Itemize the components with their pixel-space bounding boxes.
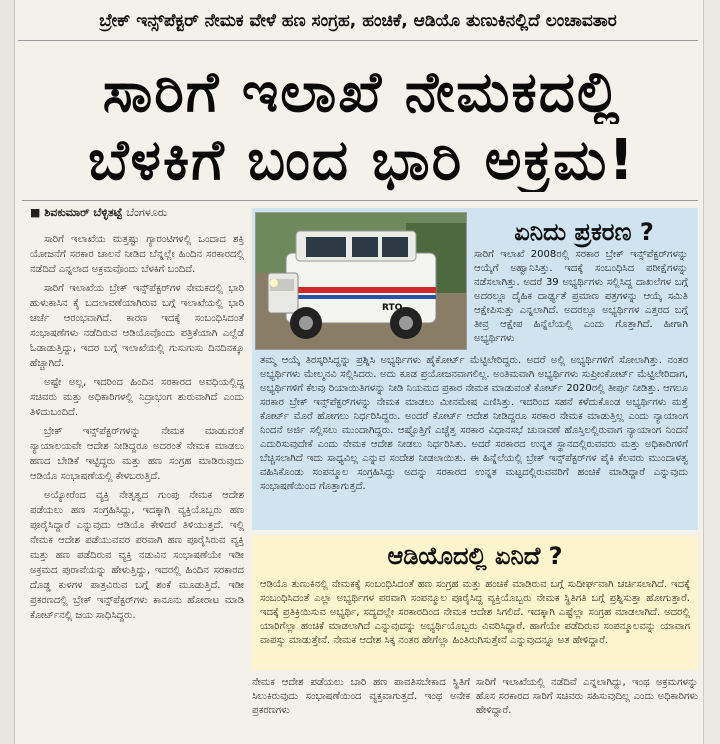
what-is-in-audio-box bbox=[252, 536, 698, 670]
box-body-top: ಸಾರಿಗೆ ಇಲಾಖೆ 2008ರಲ್ಲಿ ಸರಕಾರ ಬ್ರೇಕ್ ಇನ್ಸ್‌ಪೆಕ್ಟರ್‌ಗಳನ್ನು ಆಯ್ಕೆಗೆ ಅಹ್ವಾನಿಸಿತ್ತು. ಇದಕ್ಕೆ ಸಂಬಂಧಿಸಿದ ಪರೀಕ್ಷೆಗಳನ್ನು ನಡೆಸಲಾಗಿತ್ತು. ಅದರೆ 39 ಅಭ್ಯರ್ಥಿಗಳು ಸಲ್ಲಿಸಿದ್ದ ದಾಖಲೆಗಳ ಬಗ್ಗೆ ಅದರಲ್ಲೂ ದೈಹಿಕ ದಾರ್ಢ್ಯತೆ ಪ್ರಮಾಣ ಪತ್ರಗಳನ್ನು ಆಯ್ಕೆ ಸಮಿತಿ ಆಕ್ಷೇಪಿಸುತ್ತು ಎನ್ನಲಾಗಿದೆ. ಅದರಲ್ಲೂ ಅಭ್ಯರ್ಥಿಗಳ ಎತ್ತರದ ಬಗ್ಗೆ ತೀವ್ರ ಆಕ್ಷೇಪ ಹಿನ್ನೆಲೆಯಲ್ಲಿ ಎಂದು ಗೊತ್ತಾಗಿದೆ. ಹೀಗಾಗಿ ಅಭ್ಯರ್ಥಿಗಳು bbox=[474, 249, 688, 344]
rto-label: RTO bbox=[382, 303, 403, 313]
article-paragraph: ಅಯ್ಯೋರೆಂದ ವ್ಯಕ್ತಿ ನೇತೃತ್ವದ ಗುಂಪು ನೇಮಕ ಆದೇಶ ಪಡೆಯಲು ಹಣ ಸಂಗ್ರಹಿಸಿದ್ದು, ಇದಕ್ಕಾಗಿ ವ್ಯಕ್ತಿಯೊಬ್ಬರು ಹಣ ಪೂರೈಸಿದ್ದಾರೆ ಎನ್ನುವುದು ಆಡಿಯೊ ಕೇಳಿದರೆ ತಿಳಿಯುತ್ತದೆ. ಇಲ್ಲಿ ನೇಮಕ ಆದೇಶ ಪಡೆಯುವವರ ಪರವಾಗಿ ಹಣ ಪೂರೈಸಿರುವ ವ್ಯಕ್ತಿ ಮತ್ತು ಹಣ ಪಡೆದಿರುವ ವ್ಯಕ್ತಿ ನಡುವಿನ ಸಂಭಾಷಣೆಯೇ ಇಡೀ ಅಕ್ರಮದ ಪುರಾವೆಯನ್ನು ಹೇಳುತ್ತಿದ್ದು, ಇದರಲ್ಲಿ ಹಿಂದಿನ ಸರಕಾರದ ದೊಡ್ಡ ಕುಳಗಳ ಪಾತ್ರವಿರುವ ಬಗ್ಗೆ ಶಂಕೆ ಮೂಡುತ್ತಿದೆ. ಇಡೀ ಪ್ರಕರಣದಲ್ಲಿ ಬ್ರೇಕ್ ಇನ್ಸ್‌ಪೆಕ್ಟರ್‌ಗಳು ಕಾನೂನು ಹೋರಾಟ ಮಾಡಿ ಕೋರ್ಟ್‌ನಲ್ಲಿ ಜಯ ಸಾಧಿಸಿದ್ದರು. bbox=[30, 490, 244, 621]
divider-under-headline bbox=[22, 200, 698, 201]
box-body-full: ತಮ್ಮ ಆಯ್ಕೆ ತಿರಸ್ಕರಿಸಿದ್ದನ್ನು ಪ್ರಶ್ನಿಸಿ ಅಭ್ಯರ್ಥಿಗಳು ಹೈಕೋರ್ಟ್ ಮೆಟ್ಟಿಲೇರಿದ್ದರು. ಅದರೆ ಅಲ್ಲಿ ಅಭ್ಯರ್ಥಿಗಳಿಗೆ ಸೋಲಾಗಿತ್ತು. ನಂತರ ಅಭ್ಯರ್ಥಿಗಳು ಮೇಲ್ಮನವಿ ಸಲ್ಲಿಸಿದರು. ಅದು ಕೂಡ ಪ್ರಯೋಜನವಾಗಲಿಲ್ಲ. ಅಂತಿಮವಾಗಿ ಅಭ್ಯರ್ಥಿಗಳು ಸುಪ್ರೀಂಕೋರ್ಟ್ ಮೆಟ್ಟಿಲೇರಿದಾಗ, ಅಭ್ಯರ್ಥಿಗಳಿಗೆ ಕೆಲವು ರಿಯಾಯಿತಿಗಳನ್ನು ನೀಡಿ ನಿಯಮದ ಪ್ರಕಾರ ನೇಮಕ ಮಾಡುವಂತೆ ಕೋರ್ಟ್ 2020ರಲ್ಲಿ ತೀರ್ಪು ನೀಡಿತ್ತು. ಆಗಲೂ ಸರಕಾರ ಬ್ರೇಕ್ ಇನ್ಸ್‌ಪೆಕ್ಟರ್‌ಗಳನ್ನು ನೇಮಕ ಮಾಡಲು ಮೀನಮೇಷ ಎಣಿಸಿತ್ತು. ಇದರಿಂದ ಸಹನೆ ಕಳೆದುಕೊಂಡ ಅಭ್ಯರ್ಥಿಗಳು ಮತ್ತೆ ಕೋರ್ಟ್ ಮೊರೆ ಹೋಗಲು ನಿರ್ಧರಿಸಿದ್ದರು. ಅಂದರೆ ಕೋರ್ಟ್ ಆದೇಶ ನೀಡಿದ್ದರೂ ಸರಕಾರ ನೇಮಕ ಮಾಡುತ್ತಿಲ್ಲ ಎಂದು ನ್ಯಾಯಾಂಗ ನಿಂದನೆ ಅರ್ಜಿ ಸಲ್ಲಿಸಲು ಮುಂದಾಗಿದ್ದರು. ಆಷ್ಟೊತ್ತಿಗೆ ಎಚ್ಚೆತ್ತ ಸರಕಾರ ವಿಧಾನಸಭೆ ಚುನಾವಣೆ ಹೊಸ್ತಿಲಲ್ಲಿರುವಾಗ ನ್ಯಾಯಾಂಗ ನಿಂದನೆ ಎದುರಿಸುವುದೇಕೆ ಎಂದು ನೇಮಕ ಆದೇಶ ನೀಡಲು ನಿರ್ಧರಿಸಿತು. ಅದರೆ ಸರಕಾರದ ಉನ್ನತ ಸ್ಥಾನದಲ್ಲಿರುವವರು ಮತ್ತು ಅಧಿಕಾರಿಗಳಿಗೆ ಬೆಚ್ಚಿಸಲಾಗಿದೆ ಇದು ಸಾಧ್ಯವಿಲ್ಲ ಎನ್ನುವ ಸಂದೇಶ ನೀಡಲಾಯಿತು. ಈ ಹಿನ್ನೆಲೆಯಲ್ಲಿ ಬ್ರೇಕ್ ಇನ್ಸ್‌ಪೆಕ್ಟರ್‌ಗಳ ಪೈಕಿ ಕೆಲವರು ಮುಂದಾಳತ್ವ ವಹಿಸಿಕೊಂಡು ಸಂಪನ್ಮೂಲ ಸಂಗ್ರಹಿಸಿದ್ದು ಅದನ್ನು ಸರಕಾರದ ಉನ್ನತ ಮಟ್ಟದಲ್ಲಿರುವವರಿಗೆ ಹಂಚಿಕೆ ಮಾಡಿದ್ದಾರೆ ಎನ್ನುವುದು ಸಂಭಾಷಣೆಯಿಂದ ಗೊತ್ತಾಗುತ್ತದೆ. bbox=[260, 355, 688, 492]
rto-vehicle-photo bbox=[255, 212, 467, 350]
headline-line-1: ಸಾರಿಗೆ ಇಲಾಖೆ ನೇಮಕದಲ್ಲಿ bbox=[102, 62, 622, 124]
left-page-edge bbox=[0, 0, 15, 744]
right-page-edge bbox=[703, 0, 720, 744]
box-title: ಆಡಿಯೊದಲ್ಲಿ ಏನಿದೆ ? bbox=[387, 542, 563, 570]
box-body: ಆಡಿಯೊ ತುಣುಕಿನಲ್ಲಿ ನೇಮಕಕ್ಕೆ ಸಂಬಂಧಿಸಿದಂತೆ ಹಣ ಸಂಗ್ರಹ ಮತ್ತು ಹಂಚಿಕೆ ಮಾಡಿರುವ ಬಗ್ಗೆ ಸುದೀರ್ಘವಾಗಿ ಚರ್ಚಿಸಲಾಗಿದೆ. ಇದಕ್ಕೆ ಸಂಬಂಧಿಸಿದಂತೆ ಎಲ್ಲಾ ಅಭ್ಯರ್ಥಿಗಳ ಪರವಾಗಿ ಸಂಪನ್ಮೂಲ ಪೂರೈಸಿದ್ದ ವ್ಯಕ್ತಿಯೊಬ್ಬರು ನೇಮಕ ಸ್ಥಿತಿಗತಿ ಬಗ್ಗೆ ಪ್ರಶ್ನಿಸುತ್ತಾ ಹೋಗುತ್ತಾರೆ. ಇದಕ್ಕೆ ಪ್ರತಿಕ್ರಿಯಿಸುವ ಅಭ್ಯರ್ಥಿ, ಸದ್ಯದಲ್ಲೇ ಸರಕಾರದಿಂದ ನೇಮಕ ಆದೇಶ ಸಿಗಲಿದೆ. ಇದಕ್ಕಾಗಿ ಎಷ್ಟೆಲ್ಲಾ ಸಂಗ್ರಹ ಮಾಡಲಾಗಿದೆ. ಅದರಲ್ಲಿ ಯಾರಿಗೆಲ್ಲಾ ಹಂಚಿಕೆ ಮಾಡಲಾಗಿದೆ ಎನ್ನುವುದನ್ನು ಅಭ್ಯರ್ಥಿಯೊಬ್ಬರು ವಿವರಿಸಿದ್ದಾರೆ. ಹಾಗೆಯೇ ಪಡೆದಿರುವ ಸಂಪನ್ಮೂಲವನ್ನು ಯಾವಾಗ ವಾಪಸ್ಸು ಮಾಡುತ್ತೇನೆ. ನೇಮಕ ಆದೇಶ ಸಿಕ್ಕ ನಂತರ ಹೇಗೆಲ್ಲಾ ಹಿಂತಿರುಗಿಸುತ್ತೇನೆ ಎನ್ನುವುದನ್ನೂ ಅತ ಹೇಳಿದ್ದಾರೆ. bbox=[260, 579, 690, 646]
byline-place: ಬೆಂಗಳೂರು bbox=[126, 206, 168, 219]
vehicle-illustration bbox=[256, 213, 466, 349]
divider-top bbox=[18, 40, 698, 41]
bottom-middle-column: ನೇಮಕ ಆದೇಶ ಪಡೆಯಲು ಬಾರಿ ಹಣ ಪಾವತಿಸಬೇಕಾದ ಸ್ಥಿತಿಗೆ ಸಿಲುಕಿರುವುದು ಸಂಭಾಷಣೆಯಿಂದ ವ್ಯಕ್ತವಾಗುತ್ತದೆ. ಇಂಥ ಅನೇಕ ಪ್ರಕರಣಗಳು bbox=[252, 677, 470, 716]
kicker-headline: ಬ್ರೇಕ್ ಇನ್ಸ್‌ಪೆಕ್ಟರ್ ನೇಮಕ ವೇಳೆ ಹಣ ಸಂಗ್ರಹ, ಹಂಚಿಕೆ, ಆಡಿಯೊ ತುಣುಕಿನಲ್ಲಿದೆ ಲಂಚಾವತಾರ bbox=[99, 11, 617, 31]
article-paragraph: ಅಷ್ಟೇ ಅಲ್ಲ, ಇದರಿಂದ ಹಿಂದಿನ ಸರಕಾರದ ಅವಧಿಯಲ್ಲಿದ್ದ ಸಚಿವರು ಮತ್ತು ಅಧಿಕಾರಿಗಳಲ್ಲಿ ನಿದ್ರಾಭಂಗ ಶುರುವಾಗಿದೆ ಎಂದು ತಿಳಿದುಬಂದಿದೆ. bbox=[30, 377, 244, 418]
headline-line-2: ಬೆಳಕಿಗೆ ಬಂದ ಭಾರಿ ಅಕ್ರಮ! bbox=[88, 130, 636, 192]
article-paragraph: ಸಾರಿಗೆ ಇಲಾಖೆಯ ಮತ್ತಷ್ಟು ಗ್ಯಾರಂಟಿಗಳಲ್ಲಿ ಒಂದಾದ ಶಕ್ತಿ ಯೋಜನೆಗೆ ಸರಕಾರ ಚಾಲನೆ ನೀಡಿದ ಬೆನ್ನಲ್ಲೇ ಹಿಂದಿನ ಸರಕಾರದಲ್ಲಿ ನಡೆದಿದೆ ಎನ್ನಲಾದ ಅಕ್ರಮವೊಂದು ಬೆಳಕಿಗೆ ಬಂದಿದೆ. bbox=[30, 234, 244, 275]
article-paragraph: ಸಾರಿಗೆ ಇಲಾಖೆಯ ಬ್ರೇಕ್ ಇನ್ಸ್‌ಪೆಕ್ಟರ್‌ಗಳ ನೇಮಕದಲ್ಲಿ ಭಾರಿ ಹುಳುಕಾಸಿನ ಕೈ ಬದಲಾವಣೆಯಾಗಿರುವ ಬಗ್ಗೆ ಇಲಾಖೆಯಲ್ಲಿ ಭಾರಿ ಚರ್ಚೆ ಆರಂಭವಾಗಿದೆ. ಕಾರಣ ಇದಕ್ಕೆ ಸಂಬಂಧಿಸಿದಂತೆ ಸಂಭಾಷಣೆಗಳು ನಡೆದಿರುವ ಆಡಿಯೊವೊಂದು ಪತ್ರಿಕೆಯಾಗಿ ಎಲ್ಲೆಡೆ ಓಡಾಡುತ್ತಿದ್ದು, ಇದರ ಬಗ್ಗೆ ಇಲಾಖೆಯಲ್ಲಿ ಗುಸುಗುಸು ದಿನದಿನಕ್ಕೂ ಹೆಚ್ಚಾಗಿದೆ. bbox=[30, 283, 244, 369]
left-column-article bbox=[30, 232, 244, 627]
article-paragraph: ಬ್ರೇಕ್ ಇನ್ಸ್‌ಪೆಕ್ಟರ್‌ಗಳನ್ನು ನೇಮಕ ಮಾಡುವಂತೆ ನ್ಯಾಯಾಲಯವೇ ಆದೇಶ ನೀಡಿದ್ದರೂ ಅದರಂತೆ ನೇಮಕ ಮಾಡಲು ಹಣದ ಬೇಡಿಕೆ ಇಟ್ಟಿದ್ದರು ಮತ್ತು ಹಣ ಸಂಗ್ರಹ ಮಾಡಿರುವುದು ಆಡಿಯೊ ಸಂಭಾಷಣೆಯಲ್ಲಿ ಕೇಳಬರುತ್ತಿದೆ. bbox=[30, 426, 244, 482]
byline bbox=[30, 206, 167, 220]
byline-author: ■ ಶಿವಕುಮಾರ್ ಬೆಳ್ಳಿತಟ್ಟೆ bbox=[30, 206, 123, 219]
bottom-right-column: ಸಾರಿಗೆ ಇಲಾಖೆಯಲ್ಲಿ ನಡೆದಿವೆ ಎನ್ನಲಾಗಿದ್ದು, ಇಂಥ ಅಕ್ರಮಗಳನ್ನು ಹೊಸ ಸರಕಾರದ ಸಾರಿಗೆ ಸಚಿವರು ಸಹಿಸುವುದಿಲ್ಲ ಎಂದು ಅಧಿಕಾರಿಗಳು ಹೇಳಿದ್ದಾರೆ. bbox=[476, 677, 698, 716]
box-title: ಏನಿದು ಪ್ರಕರಣ ? bbox=[514, 218, 654, 246]
